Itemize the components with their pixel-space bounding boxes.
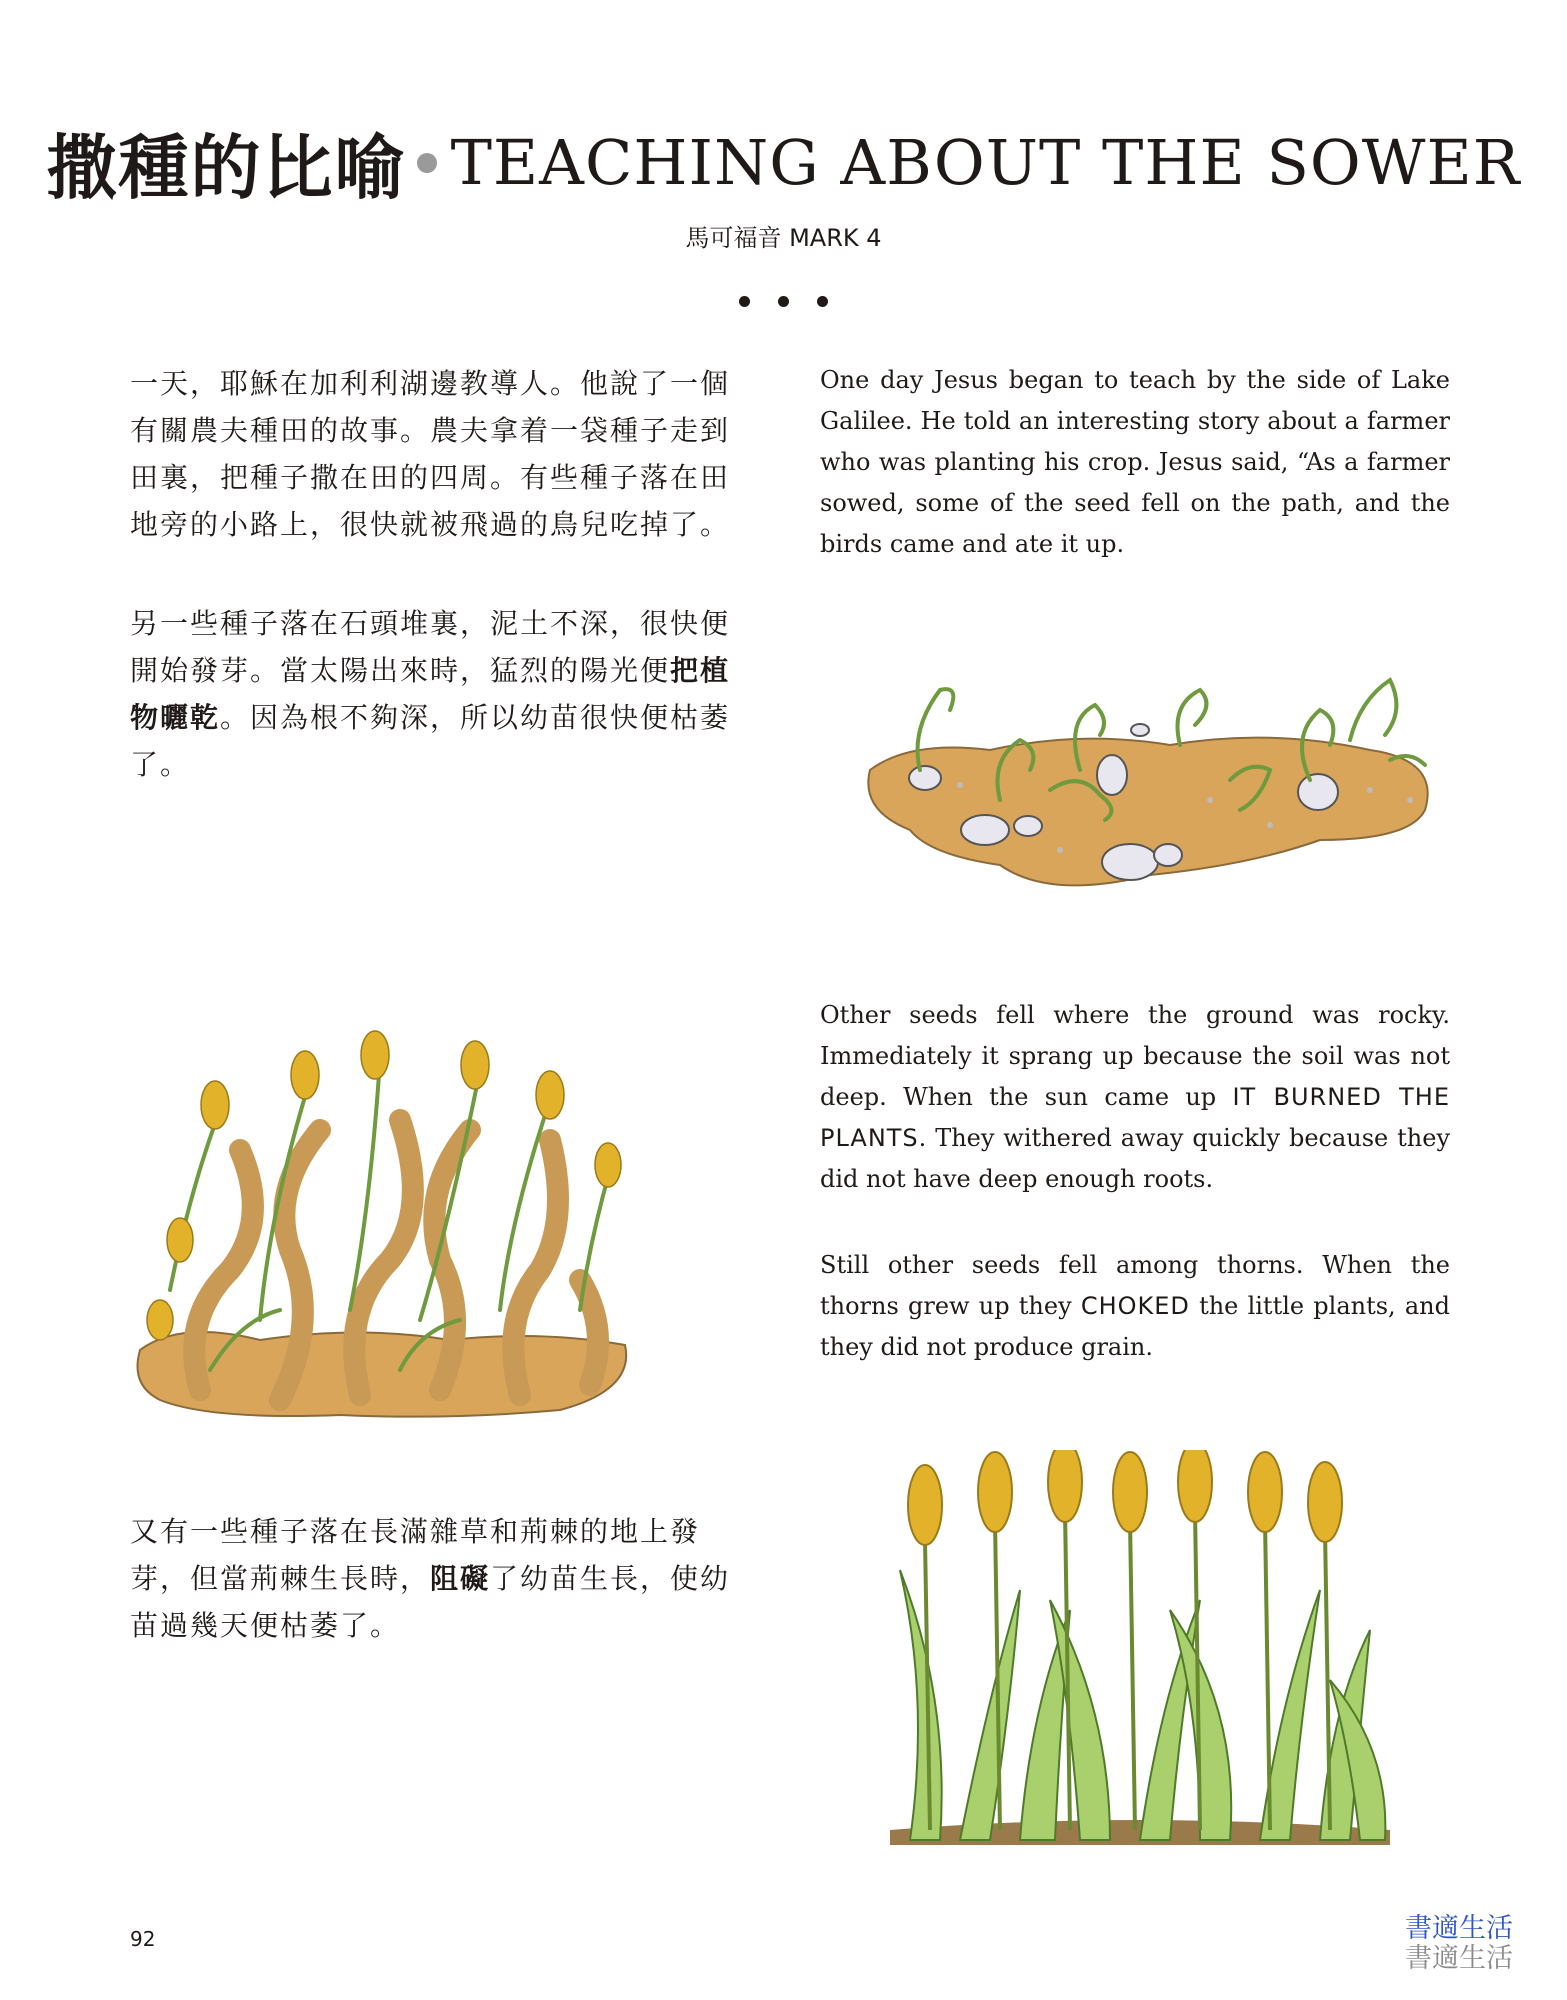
wheat-illustration <box>870 1450 1410 1850</box>
zh-paragraph-2: 另一些種子落在石頭堆裏，泥土不深，很快便開始發芽。當太陽出來時，猛烈的陽光便把植物曬乾。因為根不夠深，所以幼苗很快便枯萎了。 <box>130 607 731 781</box>
scripture-reference: 馬可福音 MARK 4 <box>685 224 882 252</box>
page-title <box>0 112 1567 213</box>
en-emphasis-choked: CHOKED <box>1080 1292 1190 1320</box>
thorns-illustration <box>120 990 640 1420</box>
watermark-gray: 書適生活 <box>1405 1943 1513 1974</box>
watermark-blue: 書適生活 <box>1405 1913 1513 1944</box>
en-paragraph-2: Other seeds fell where the ground was rocky. Immediately it sprang up because the soil was not deep. When the sun came up IT BURNED THE PLANTS. They withered away quickly because they did not have deep enough roots. <box>820 1001 1450 1193</box>
zh-paragraph-3: 又有一些種子落在長滿雜草和荊棘的地上發芽，但當荊棘生長時，阻礙了幼苗生長，使幼苗過幾天便枯萎了。 <box>130 1515 731 1642</box>
zh-emphasis-hinder: 阻礙 <box>430 1562 491 1595</box>
en-paragraph-3: Still other seeds fell among thorns. When the thorns grew up they CHOKED the little plants, and they did not produce grain. <box>820 1251 1450 1361</box>
rocky-ground-illustration <box>850 650 1450 910</box>
en-paragraph-1: One day Jesus began to teach by the side of Lake Galilee. He told an interesting story about a farmer who was planting his crop. Jesus said, “As a farmer sowed, some of the seed fell on the path, and the birds came and ate it up. <box>820 366 1450 558</box>
en-emphasis-burned: IT BURNED THE PLANTS <box>820 1083 1450 1152</box>
page-number: 92 <box>130 1927 156 1951</box>
title-separator-dot <box>417 153 437 173</box>
zh-emphasis-dried: 把植物曬乾 <box>130 654 731 734</box>
zh-paragraph-1: 一天，耶穌在加利利湖邊教導人。他說了一個有關農夫種田的故事。農夫拿着一袋種子走到田裏，把種子撒在田的四周。有些種子落在田地旁的小路上，很快就被飛過的鳥兒吃掉了。 <box>130 367 731 541</box>
title-chinese: 撒種的比喻 <box>46 127 407 209</box>
section-divider-dots <box>0 292 1567 311</box>
title-english: TEACHING ABOUT THE SOWER <box>450 126 1521 199</box>
